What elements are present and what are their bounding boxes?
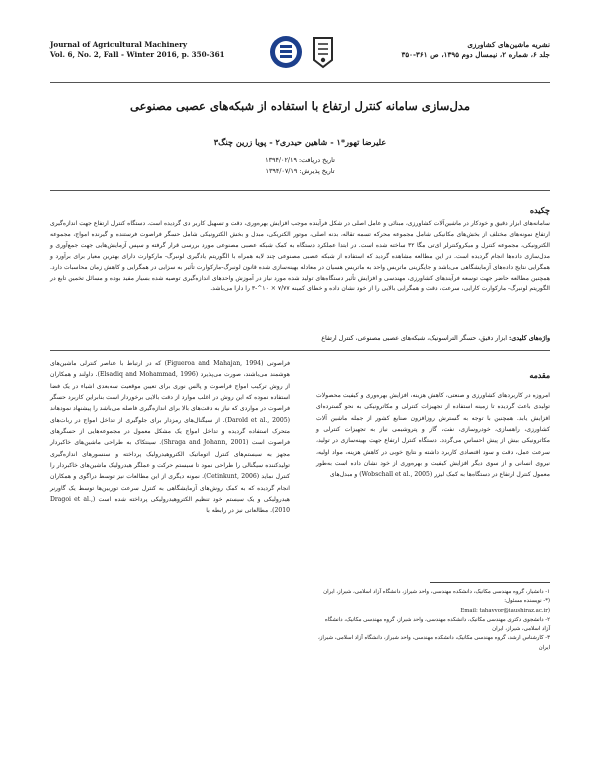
keywords-label: واژه‌های کلیدی:: [508, 335, 550, 342]
header-divider: [50, 82, 550, 83]
abstract-heading: چکیده: [529, 205, 550, 215]
journal-logos: [268, 32, 344, 72]
footnote-2: ۲- دانشجوی دکتری مهندسی مکانیک، دانشکده مهندسی، واحد شیراز، گروه مهندسی مکانیک، دانشگاه آزاد اسلامی، شیراز، ایران: [324, 616, 550, 633]
abstract-divider: [50, 190, 550, 191]
footnotes: [316, 588, 550, 653]
introduction-right-column: امروزه در کاربردهای کشاورزی و صنعتی، کاهش هزینه، افزایش بهره‌وری و کیفیت محصولات تولیدی باعث گردیده تا زمینه استفاده از تجهیزات کنترلی و مکاترونیکی به نحو گسترده‌ای افزایش یابد. همچنین با توجه به گسترش روزافزون صنایع کشور از جمله ماشین آلات کشاورزی، راهسازی، خودروسازی، نفت، گاز و پتروشیمی نیاز به تجهیزات کنترلی و مکاترونیکی بیش از پیش احساس می‌گردد. دستگاه کنترل ارتفاع جهت بهینه‌سازی در تولید، سرعت عمل، دقت و سود اقتصادی کاربرد داشته و نتایج خوبی در کاهش هزینه، مواد اولیه، نیروی انسانی و از سوی دیگر افزایش کیفیت و بهره‌وری از خود نشان داده است به‌طور معمول کنترل ارتفاع در دستگاه‌ها به کمک لیزر (Wobschall et al., 2005) و مبدل‌های: [316, 392, 550, 479]
keywords: [50, 335, 550, 342]
paper-dates: [60, 155, 540, 177]
abstract-body: سامانه‌های ابزار دقیق و خودکار در ماشین‌آلات کشاورزی، مبنائی و عامل اصلی در شکل فرآینده موجب افزایش بهره‌وری، دقت و تسهیل کاربر دی گردیده است. دستگاه کنترل ارتفاع جهت اندازه‌گیری ارتفاع نمونه‌های مختلف از بخش‌های مکانیکی شامل مجموعه محرکه تسمه تقاله، بدنه اصلی، موتور الکتریکی، مبدل و بخش الکترونیکی شامل حسگر فراصوت فرستنده و گیرنده امواج، مجموعه الکترونیکی، مجموعه کنترل و میکروکنترلر ای‌تی مگا ۳۲ ساخته شده است. در ابتدا عملکرد دستگاه به کمک شبکه عصبی مصنوعی مورد بررسی قرار گرفته و سپس آزمایش‌هایی جهت جمع‌آوری و مدل‌سازی داده‌ها انجام گردیده است. در این مطالعه مشاهده گردید که استفاده از شبکه عصبی مصنوعی چند لایه همراه با الگوریتم یادگیری لونبرگ- مارکوارت دارای بهترین معیار برای برآورد و همگرایی نتایج داده‌های آزمایشگاهی می‌باشد و جایگزینی ماتریس واحد به ماتریس هسیان در معادله بهینه‌سازی شده قانون لونبرگ-مارکوارت تأثیر به سزایی در همگرایی و کاهش زمان محاسبات دارد. همچنین مطالعه حاضر جهت توسعه فرآیند‌های کشاورزی، مهندسی و افزایش تأثیر دستگاه‌های تولید شده مورد نیاز در آموزش واحدهای اندازه‌گیری توصیه شده بسیار مفید بوده و مسائل تخمین تابع در الگوریتم لونبرگ- مارکوارت کارایی، سرعت، دقت و همگرایی بالایی را از خود نشان داده و خطای کمینه ۷/۷۷ × ۱۰^-۳ را دارا می‌باشد.: [50, 220, 550, 293]
paper-title: مدل‌سازی سامانه کنترل ارتفاع با استفاده از شبکه‌های عصبی مصنوعی: [130, 99, 470, 113]
received-date: تاریخ دریافت: ۱۳۹۴/۰۲/۱۹: [265, 156, 335, 164]
journal-header-english: [50, 40, 230, 59]
keywords-text: ابزار دقیق، حسگر التراسونیک، شبکه‌های عصبی مصنوعی، کنترل ارتفاع: [321, 335, 507, 342]
footnote-1: ۱- دانشیار، گروه مهندسی مکانیک، دانشکده مهندسی، واحد شیراز، دانشگاه آزاد اسلامی، شیراز، ایران: [323, 589, 550, 595]
footnote-email: Email: tahavvor@iaushiraz.ac.ir): [460, 607, 550, 614]
introduction-left-column: فراصوتی (Figueroa and Mahajan, 1994) که در ارتباط با عناصر کنترلی ماشین‌های هوشمند می‌باشند، صورت می‌پذیرد (Elsadiq and Mohammad, 1996). داولند و همکاران از روش ترکیب امواج فراصوت و پالس نوری برای تعیین موقعیت سه‌بعدی اشیاء در یک فضا استفاده نموده که این روش در اغلب موارد از دقت بالایی برخوردار است بنابراین کاربرد حسگر فراصوت در مواردی که نیاز به دقت‌های بالا برای اندازه‌گیری فاصله می‌باشد را پیشنهاد نمودهاند (Darold et al., 2005). از سیگنال‌های رمزدار برای جلوگیری از تداخل امواج در ربات‌های متحرک استفاده گردیده و تداخل امواج یک مشکل معمول در مجموعه‌هایی از حسگرهای فراصوت است (Shraga and Johann, 2001). سینتکاک به طراحی ماشین‌های خاکبردار مجهز به سیستم‌های کنترل اتوماتیک الکتروهیدرولیک پرداخته و سنسورهای اندازه‌گیری تولیدکننده سیگنالی را طراحی نمود تا سیستم حرکت و عملگر هیدرولیک ماشین‌های خاکبردار را کنترل نماید (Cetinkunt, 2006). نمونه دیگری از این مطالعات نیز توسط دراگوی و همکاران انجام گردیده که به کمک روش‌های آزمایشگاهی به کنترل سرعت توربین‌ها توسط یک گاورنر هیدرولیکی و یک سیستم خود تنظیم الکتروهیدرولیکی پرداخته شده است (Dragoi et al., 2010). مطالعاتی نیز در رابطه با: [50, 360, 291, 515]
paper-authors: علیرضا تهور‌*۱ - شاهین حیدری‌۲ - پویا زرین چنگ‌۳: [213, 137, 387, 147]
journal-title-english: Journal of Agricultural Machinery: [50, 40, 188, 49]
journal-issue-english: Vol. 6, No. 2, Fall - Winter 2016, p. 350-361: [50, 49, 225, 59]
accepted-date: تاریخ پذیرش: ۱۳۹۴/۰۷/۱۹: [265, 167, 335, 175]
introduction-heading: مقدمه: [529, 371, 550, 380]
journal-issue-persian: جلد ۶، شماره ۲، نیمسال دوم ۱۳۹۵، ص ۳۶۱-۳۵۰: [401, 49, 550, 59]
keywords-divider: [50, 350, 550, 351]
footnote-rule: [430, 582, 550, 583]
university-logo-icon: [268, 32, 344, 72]
journal-title-persian: نشریه ماشین‌های کشاورزی: [467, 40, 550, 49]
footnote-corresponding: (*- نویسنده مسئول:: [504, 598, 550, 605]
footnote-3: ۳- کارشناس ارشد، گروه مهندسی مکانیک، دانشکده مهندسی، واحد شیراز، دانشگاه آزاد اسلامی، شیراز، ایران: [318, 635, 550, 651]
journal-header-persian: [370, 40, 550, 59]
